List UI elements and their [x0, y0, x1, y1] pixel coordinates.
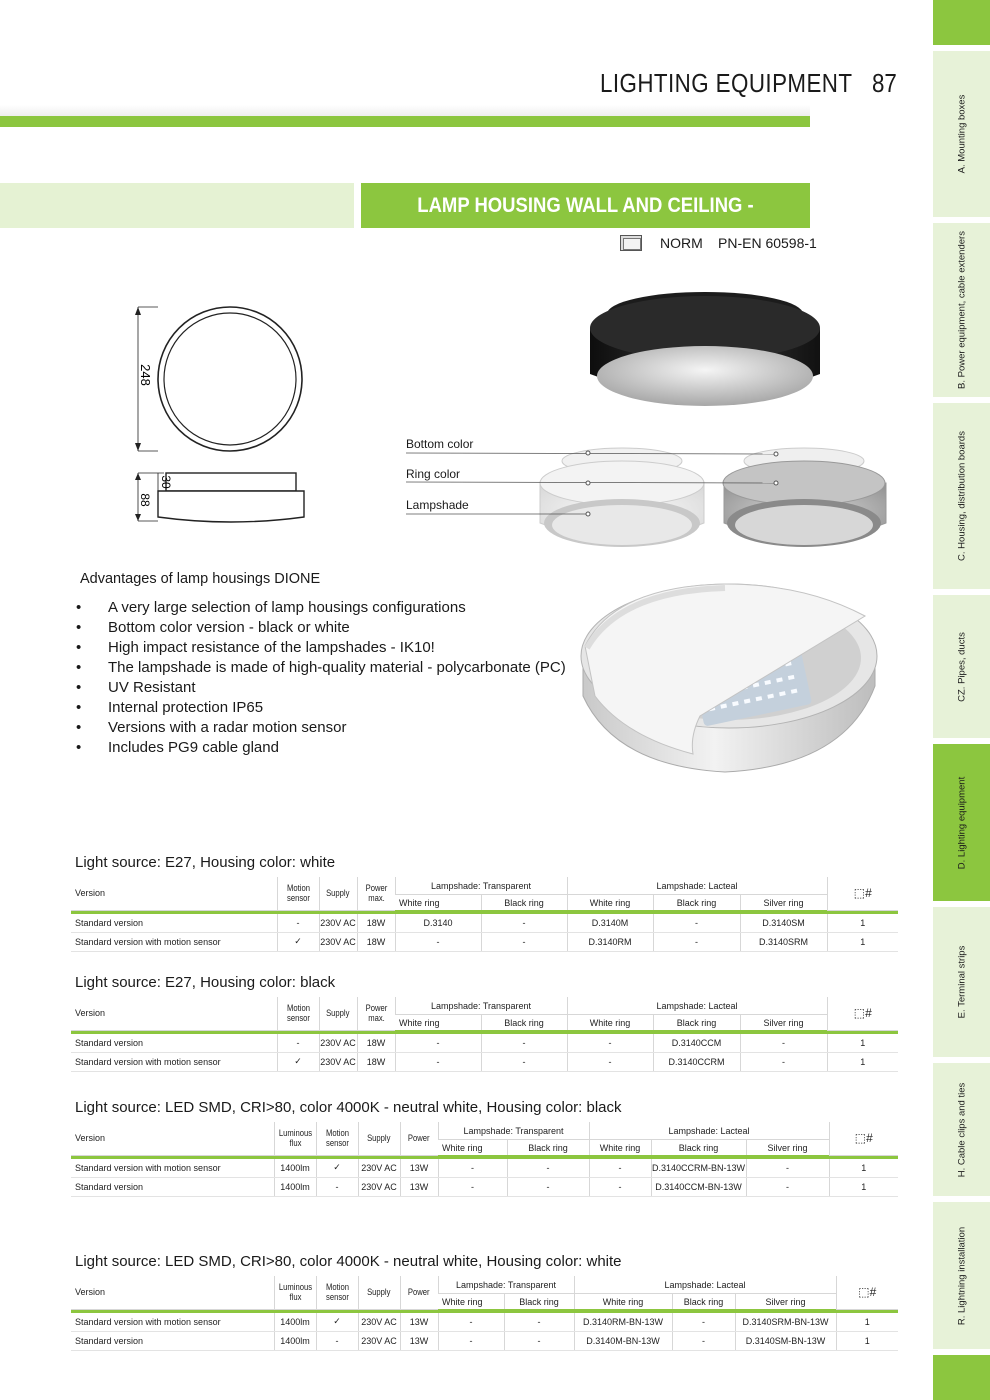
callout-ring-color: Ring color [406, 467, 461, 481]
table-cell: Standard version with motion sensor [71, 1313, 274, 1332]
table-cell: 1 [829, 1159, 898, 1178]
table-cell: D.3140M [567, 914, 653, 933]
col-black-ring: Black ring [504, 1294, 574, 1310]
technical-drawing [128, 295, 318, 535]
table-cell: - [740, 1034, 827, 1053]
table-row [71, 1313, 898, 1332]
table-cell: - [481, 914, 567, 933]
col-lampshade-transparent: Lampshade: Transparent [395, 877, 567, 895]
col-version: Version [71, 1276, 274, 1309]
table-cell: 1 [829, 1177, 898, 1196]
table-cell: - [653, 932, 740, 951]
col-power: Power [400, 1122, 438, 1155]
sidebar-tab-pipes[interactable]: CZ. Pipes, ducts [933, 595, 990, 738]
table-cell: D.3140SM-BN-13W [735, 1331, 836, 1350]
table-cell: 230V AC [358, 1177, 400, 1196]
table-cell: 1 [836, 1313, 898, 1332]
col-motion-sensor: Motion sensor [277, 877, 319, 910]
col-lampshade-lacteal: Lampshade: Lacteal [567, 997, 827, 1015]
table-e27-white [71, 877, 898, 952]
list-item: • Includes PG9 cable gland [74, 738, 566, 758]
table-cell: Standard version [71, 1331, 274, 1350]
table-e27-black [71, 997, 898, 1072]
ring-height-dimension: 30 [159, 475, 173, 489]
norm-book-icon [620, 235, 642, 251]
table-cell: D.3140SRM [740, 932, 827, 951]
table-row [71, 1052, 898, 1071]
sidebar-tab-cable-clips[interactable]: H. Cable clips and ties [933, 1063, 990, 1196]
table-cell: - [481, 1034, 567, 1053]
table-cell: 18W [357, 914, 395, 933]
table-cell: - [395, 932, 481, 951]
col-lampshade-lacteal: Lampshade: Lacteal [574, 1276, 836, 1294]
table-cell: 230V AC [358, 1331, 400, 1350]
table-led-white [71, 1276, 898, 1351]
black-lamp-illustration [585, 288, 825, 423]
table-cell: 1 [827, 1052, 898, 1071]
section-title: LAMP HOUSING WALL AND CEILING - DIONE [361, 183, 810, 228]
table-3-title: Light source: LED SMD, CRI>80, color 4000K - neutral white, Housing color: black [75, 1099, 622, 1116]
col-black-ring: Black ring [653, 895, 740, 911]
list-item: • UV Resistant [74, 678, 566, 698]
table-cell: 230V AC [319, 914, 357, 933]
table-cell: 1 [836, 1331, 898, 1350]
col-supply: Supply [358, 1122, 400, 1155]
table-row [71, 914, 898, 933]
col-white-ring: White ring [442, 1296, 483, 1307]
table-cell: 1 [827, 932, 898, 951]
package-icon: ⬚# [827, 997, 898, 1030]
col-version: Version [71, 997, 277, 1030]
table-row [71, 1034, 898, 1053]
col-silver-ring: Silver ring [740, 895, 827, 911]
diameter-dimension: 248 [138, 364, 153, 386]
table-cell: D.3140M-BN-13W [574, 1331, 672, 1350]
table-cell: - [672, 1313, 735, 1332]
col-white-ring: White ring [399, 1017, 440, 1028]
col-lampshade-transparent: Lampshade: Transparent [395, 997, 567, 1015]
table-led-black [71, 1122, 898, 1197]
table-cell: 1400lm [274, 1313, 316, 1332]
table-cell: - [567, 1034, 653, 1053]
table-cell: D.3140SM [740, 914, 827, 933]
table-cell: - [672, 1331, 735, 1350]
table-cell: - [438, 1331, 504, 1350]
col-silver-ring: Silver ring [746, 1140, 829, 1156]
table-row [71, 1159, 898, 1178]
page-title: LIGHTING EQUIPMENT [600, 68, 853, 98]
col-power-max: Power max. [357, 877, 395, 910]
table-cell: D.3140RM [567, 932, 653, 951]
callout-bottom-color: Bottom color [406, 437, 474, 451]
table-cell: - [395, 1034, 481, 1053]
table-cell: Standard version with motion sensor [71, 1159, 274, 1178]
table-cell: D.3140SRM-BN-13W [735, 1313, 836, 1332]
table-cell: - [277, 1034, 319, 1053]
table-cell: 13W [400, 1177, 438, 1196]
table-cell: - [589, 1159, 651, 1178]
table-cell: 18W [357, 932, 395, 951]
col-black-ring: Black ring [481, 1015, 567, 1031]
table-cell: - [277, 914, 319, 933]
sidebar-tab-housing[interactable]: C. Housing, distribution boards [933, 403, 990, 589]
table-cell: - [481, 1052, 567, 1071]
sidebar-top-accent [933, 0, 990, 45]
table-cell: - [653, 914, 740, 933]
table-cell: - [438, 1313, 504, 1332]
col-supply: Supply [358, 1276, 400, 1309]
table-cell: - [507, 1159, 589, 1178]
table-cell: 1 [827, 914, 898, 933]
table-cell: - [746, 1177, 829, 1196]
table-cell: - [316, 1331, 358, 1350]
table-cell: 1 [827, 1034, 898, 1053]
table-row [71, 1331, 898, 1350]
list-item: • High impact resistance of the lampshades - IK10! [74, 638, 566, 658]
callout-lampshade: Lampshade [406, 498, 469, 512]
header-shadow [0, 105, 810, 116]
norm-label: NORM [660, 235, 703, 251]
table-cell: - [316, 1177, 358, 1196]
col-motion-sensor: Motion sensor [316, 1122, 358, 1155]
col-silver-ring: Silver ring [735, 1294, 836, 1310]
sidebar-tab-terminal-strips[interactable]: E. Terminal strips [933, 907, 990, 1057]
table-cell: - [589, 1177, 651, 1196]
col-white-ring: White ring [442, 1142, 483, 1153]
table-1-title: Light source: E27, Housing color: white [75, 854, 336, 871]
package-icon: ⬚# [829, 1122, 898, 1155]
col-white-ring: White ring [567, 895, 653, 911]
col-luminous-flux: Luminous flux [274, 1122, 316, 1155]
table-4-title: Light source: LED SMD, CRI>80, color 4000K - neutral white, Housing color: white [75, 1253, 622, 1270]
col-white-ring: White ring [399, 897, 440, 908]
table-cell: ✓ [316, 1159, 358, 1178]
total-height-dimension: 88 [138, 493, 152, 507]
col-black-ring: Black ring [653, 1015, 740, 1031]
open-lamp-illustration [575, 576, 885, 776]
table-cell: 230V AC [319, 1034, 357, 1053]
table-cell: - [438, 1177, 507, 1196]
list-item: • Internal protection IP65 [74, 698, 566, 718]
table-cell: D.3140CCRM-BN-13W [651, 1159, 746, 1178]
section-band [0, 183, 354, 228]
table-cell: - [481, 932, 567, 951]
package-icon: ⬚# [827, 877, 898, 910]
table-cell: 13W [400, 1313, 438, 1332]
table-cell: - [504, 1331, 574, 1350]
sidebar-tab-lightning[interactable]: R. Lightning installation [933, 1202, 990, 1349]
col-motion-sensor: Motion sensor [277, 997, 319, 1030]
norm-value: PN-EN 60598-1 [718, 235, 817, 251]
col-lampshade-lacteal: Lampshade: Lacteal [589, 1122, 829, 1140]
col-black-ring: Black ring [672, 1294, 735, 1310]
table-cell: 1400lm [274, 1177, 316, 1196]
table-row [71, 932, 898, 951]
col-version: Version [71, 877, 277, 910]
sidebar-tab-lighting[interactable]: D. Lighting equipment [933, 744, 990, 901]
col-lampshade-transparent: Lampshade: Transparent [438, 1122, 589, 1140]
col-power: Power [400, 1276, 438, 1309]
col-version: Version [71, 1122, 274, 1155]
col-black-ring: Black ring [507, 1140, 589, 1156]
col-white-ring: White ring [567, 1015, 653, 1031]
table-cell: D.3140 [395, 914, 481, 933]
table-cell: ✓ [277, 1052, 319, 1071]
col-silver-ring: Silver ring [740, 1015, 827, 1031]
table-cell: D.3140CCM-BN-13W [651, 1177, 746, 1196]
table-cell: - [746, 1159, 829, 1178]
col-black-ring: Black ring [651, 1140, 746, 1156]
table-cell: 230V AC [319, 932, 357, 951]
table-cell: - [507, 1177, 589, 1196]
table-cell: 13W [400, 1159, 438, 1178]
col-supply: Supply [319, 877, 357, 910]
col-lampshade-lacteal: Lampshade: Lacteal [567, 877, 827, 895]
table-cell: D.3140RM-BN-13W [574, 1313, 672, 1332]
table-cell: 13W [400, 1331, 438, 1350]
table-cell: ✓ [277, 932, 319, 951]
table-cell: - [740, 1052, 827, 1071]
col-supply: Supply [319, 997, 357, 1030]
sidebar-bottom-accent [933, 1355, 990, 1400]
list-item: • A very large selection of lamp housings configurations [74, 598, 566, 618]
page-number: 87 [872, 68, 897, 98]
table-cell: Standard version with motion sensor [71, 932, 277, 951]
table-cell: D.3140CCM [653, 1034, 740, 1053]
table-cell: 230V AC [358, 1159, 400, 1178]
col-white-ring: White ring [574, 1294, 672, 1310]
package-icon: ⬚# [836, 1276, 898, 1309]
table-cell: ✓ [316, 1313, 358, 1332]
list-item: • Bottom color version - black or white [74, 618, 566, 638]
col-black-ring: Black ring [481, 895, 567, 911]
table-cell: - [504, 1313, 574, 1332]
table-cell: 1400lm [274, 1159, 316, 1178]
table-cell: Standard version with motion sensor [71, 1052, 277, 1071]
chapter-sidebar [933, 0, 990, 1400]
list-item: • Versions with a radar motion sensor [74, 718, 566, 738]
header-bar [0, 116, 810, 127]
table-cell: - [567, 1052, 653, 1071]
sidebar-tab-power-equipment[interactable]: B. Power equipment, cable extenders [933, 223, 990, 397]
advantages-list [74, 598, 566, 758]
table-cell: 1400lm [274, 1331, 316, 1350]
callout-lines [406, 448, 786, 518]
table-cell: - [395, 1052, 481, 1071]
col-power-max: Power max. [357, 997, 395, 1030]
table-cell: 18W [357, 1052, 395, 1071]
table-2-title: Light source: E27, Housing color: black [75, 974, 336, 991]
col-white-ring: White ring [589, 1140, 651, 1156]
col-motion-sensor: Motion sensor [316, 1276, 358, 1309]
table-cell: - [438, 1159, 507, 1178]
table-cell: D.3140CCRM [653, 1052, 740, 1071]
table-cell: Standard version [71, 1177, 274, 1196]
table-cell: 230V AC [358, 1313, 400, 1332]
advantages-title: Advantages of lamp housings DIONE [80, 571, 321, 587]
table-cell: 18W [357, 1034, 395, 1053]
list-item: • The lampshade is made of high-quality material - polycarbonate (PC) [74, 658, 566, 678]
table-cell: Standard version [71, 1034, 277, 1053]
table-row [71, 1177, 898, 1196]
sidebar-tab-mounting-boxes[interactable]: A. Mounting boxes [933, 51, 990, 217]
col-luminous-flux: Luminous flux [274, 1276, 316, 1309]
table-cell: 230V AC [319, 1052, 357, 1071]
table-cell: Standard version [71, 914, 277, 933]
col-lampshade-transparent: Lampshade: Transparent [438, 1276, 574, 1294]
